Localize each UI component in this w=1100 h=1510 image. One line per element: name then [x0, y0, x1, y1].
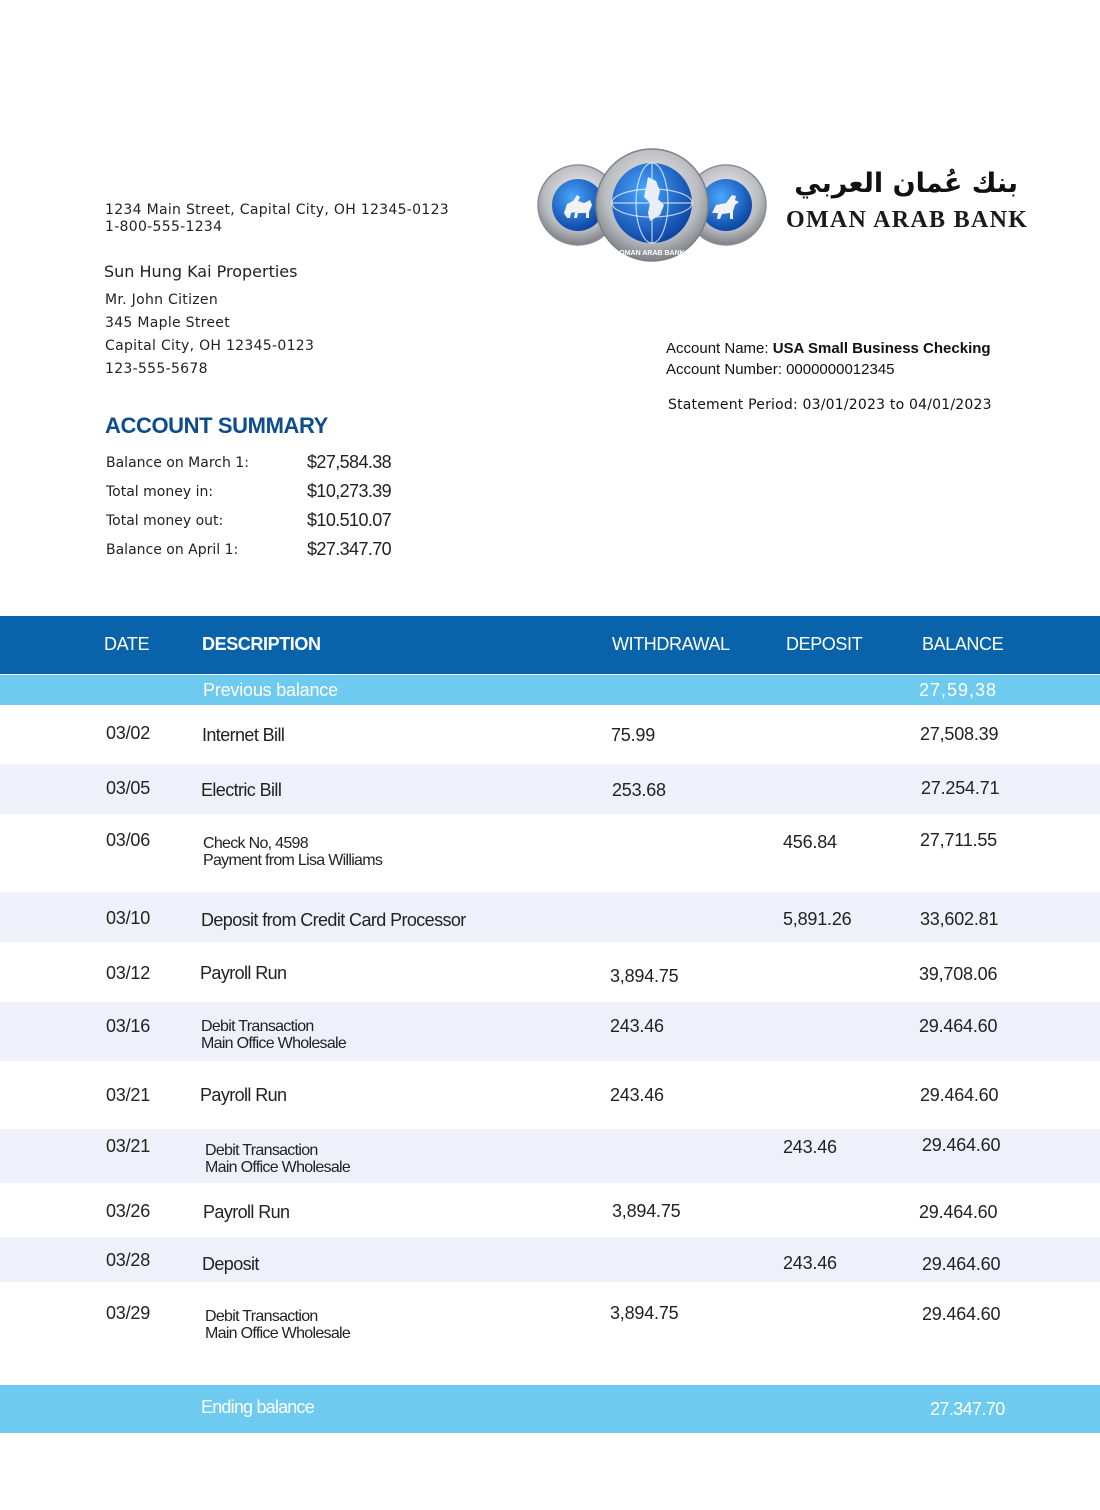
row-withdrawal: 253.68	[612, 780, 666, 800]
row-description: Deposit	[202, 1254, 259, 1274]
summary-label: Total money in:	[106, 484, 214, 500]
row-description: Deposit from Credit Card Processor	[201, 910, 466, 930]
row-balance: 27,711.55	[920, 830, 997, 850]
row-balance: 27.254.71	[921, 778, 1000, 798]
row-balance: 27,508.39	[920, 724, 999, 744]
row-balance: 39,708.06	[919, 964, 998, 984]
header-withdrawal: WITHDRAWAL	[612, 634, 730, 654]
row-deposit: 5,891.26	[783, 909, 852, 929]
row-description-block	[203, 835, 382, 869]
ending-balance-row	[0, 1385, 1100, 1433]
row-withdrawal: 3,894.75	[610, 1303, 679, 1323]
row-date: 03/02	[106, 723, 151, 743]
row-balance: 29.464.60	[922, 1304, 1001, 1324]
header-description: DESCRIPTION	[202, 634, 321, 654]
row-description: Debit Transaction	[205, 1308, 318, 1325]
row-description: Electric Bill	[201, 780, 282, 800]
row-balance: 29.464.60	[919, 1016, 998, 1036]
previous-balance-label: Previous balance	[203, 680, 338, 700]
account-number-label: Account Number:	[666, 361, 782, 378]
row-balance: 33,602.81	[920, 909, 999, 929]
row-description-block	[201, 1018, 346, 1052]
summary-label: Balance on April 1:	[106, 542, 239, 558]
row-description: Payroll Run	[200, 1085, 287, 1105]
row-withdrawal: 243.46	[610, 1085, 664, 1105]
row-description: Debit Transaction	[205, 1142, 318, 1159]
previous-balance-row	[0, 675, 1100, 705]
summary-value: $10.510.07	[307, 510, 392, 530]
row-description-block	[205, 1142, 350, 1176]
table-header	[0, 616, 1100, 674]
summary-label: Balance on March 1:	[106, 455, 249, 471]
bank-address: 1234 Main Street, Capital City, OH 12345-0123	[105, 202, 449, 218]
row-description-block	[205, 1308, 350, 1342]
bank-logo-emblem	[536, 147, 768, 263]
ending-balance-value: 27.347.70	[930, 1399, 1005, 1419]
account-name-label: Account Name:	[666, 340, 769, 357]
row-date: 03/21	[106, 1085, 151, 1105]
row-date: 03/16	[106, 1016, 151, 1036]
row-description: Payroll Run	[200, 963, 287, 983]
row-deposit: 243.46	[783, 1137, 837, 1157]
header-date: DATE	[104, 634, 150, 654]
bank-phone: 1-800-555-1234	[105, 219, 223, 235]
row-date: 03/05	[106, 778, 151, 798]
account-number-value: 0000000012345	[786, 361, 895, 378]
previous-balance-value: 27,59,38	[919, 680, 998, 700]
summary-value: $27.347.70	[307, 539, 392, 559]
row-withdrawal: 75.99	[611, 725, 656, 745]
row-date: 03/29	[106, 1303, 151, 1323]
header-deposit: DEPOSIT	[786, 634, 863, 654]
summary-row	[106, 510, 406, 532]
row-date: 03/10	[106, 908, 151, 928]
row-description: Check No, 4598	[203, 835, 308, 852]
row-balance: 29.464.60	[919, 1202, 998, 1222]
row-date: 03/26	[106, 1201, 151, 1221]
statement-period: Statement Period: 03/01/2023 to 04/01/2023	[668, 397, 992, 413]
client-phone: 123-555-5678	[105, 361, 208, 377]
row-withdrawal: 3,894.75	[612, 1201, 681, 1221]
bank-name-arabic: بنك عُمان العربي	[794, 168, 1018, 199]
row-balance: 29.464.60	[922, 1254, 1001, 1274]
row-withdrawal: 243.46	[610, 1016, 664, 1036]
account-name-value: USA Small Business Checking	[772, 340, 991, 357]
emblem-text: OMAN ARAB BANK	[619, 250, 685, 257]
ending-balance-label: Ending balance	[201, 1397, 314, 1417]
header-balance: BALANCE	[922, 634, 1004, 654]
summary-title: ACCOUNT SUMMARY	[105, 413, 328, 438]
row-date: 03/21	[106, 1136, 151, 1156]
row-description-detail: Main Office Wholesale	[205, 1325, 351, 1342]
row-balance: 29.464.60	[920, 1085, 999, 1105]
row-description-detail: Main Office Wholesale	[205, 1159, 351, 1176]
summary-row	[106, 481, 406, 503]
row-description: Payroll Run	[203, 1202, 290, 1222]
summary-label: Total money out:	[106, 513, 224, 529]
row-date: 03/28	[106, 1250, 151, 1270]
globe-emblem-icon	[596, 149, 708, 261]
row-date: 03/06	[106, 830, 151, 850]
bank-name: OMAN ARAB BANK	[786, 207, 1029, 233]
summary-value: $27,584.38	[307, 452, 392, 472]
row-deposit: 243.46	[783, 1253, 837, 1273]
row-date: 03/12	[106, 963, 151, 983]
row-description-detail: Main Office Wholesale	[201, 1035, 347, 1052]
client-company: Sun Hung Kai Properties	[104, 262, 298, 281]
client-street: 345 Maple Street	[105, 315, 231, 331]
account-info	[666, 338, 991, 380]
bank-address-block	[105, 202, 449, 236]
client-address-block	[105, 289, 314, 381]
row-description-detail: Payment from Lisa Williams	[203, 852, 383, 869]
row-balance: 29.464.60	[922, 1135, 1001, 1155]
row-deposit: 456.84	[783, 832, 837, 852]
summary-row	[106, 452, 406, 474]
client-contact: Mr. John Citizen	[105, 292, 219, 308]
client-city: Capital City, OH 12345-0123	[105, 338, 315, 354]
row-withdrawal: 3,894.75	[610, 966, 679, 986]
summary-value: $10,273.39	[307, 481, 392, 501]
row-description: Internet Bill	[202, 725, 285, 745]
row-description: Debit Transaction	[201, 1018, 314, 1035]
summary-row	[106, 539, 406, 561]
